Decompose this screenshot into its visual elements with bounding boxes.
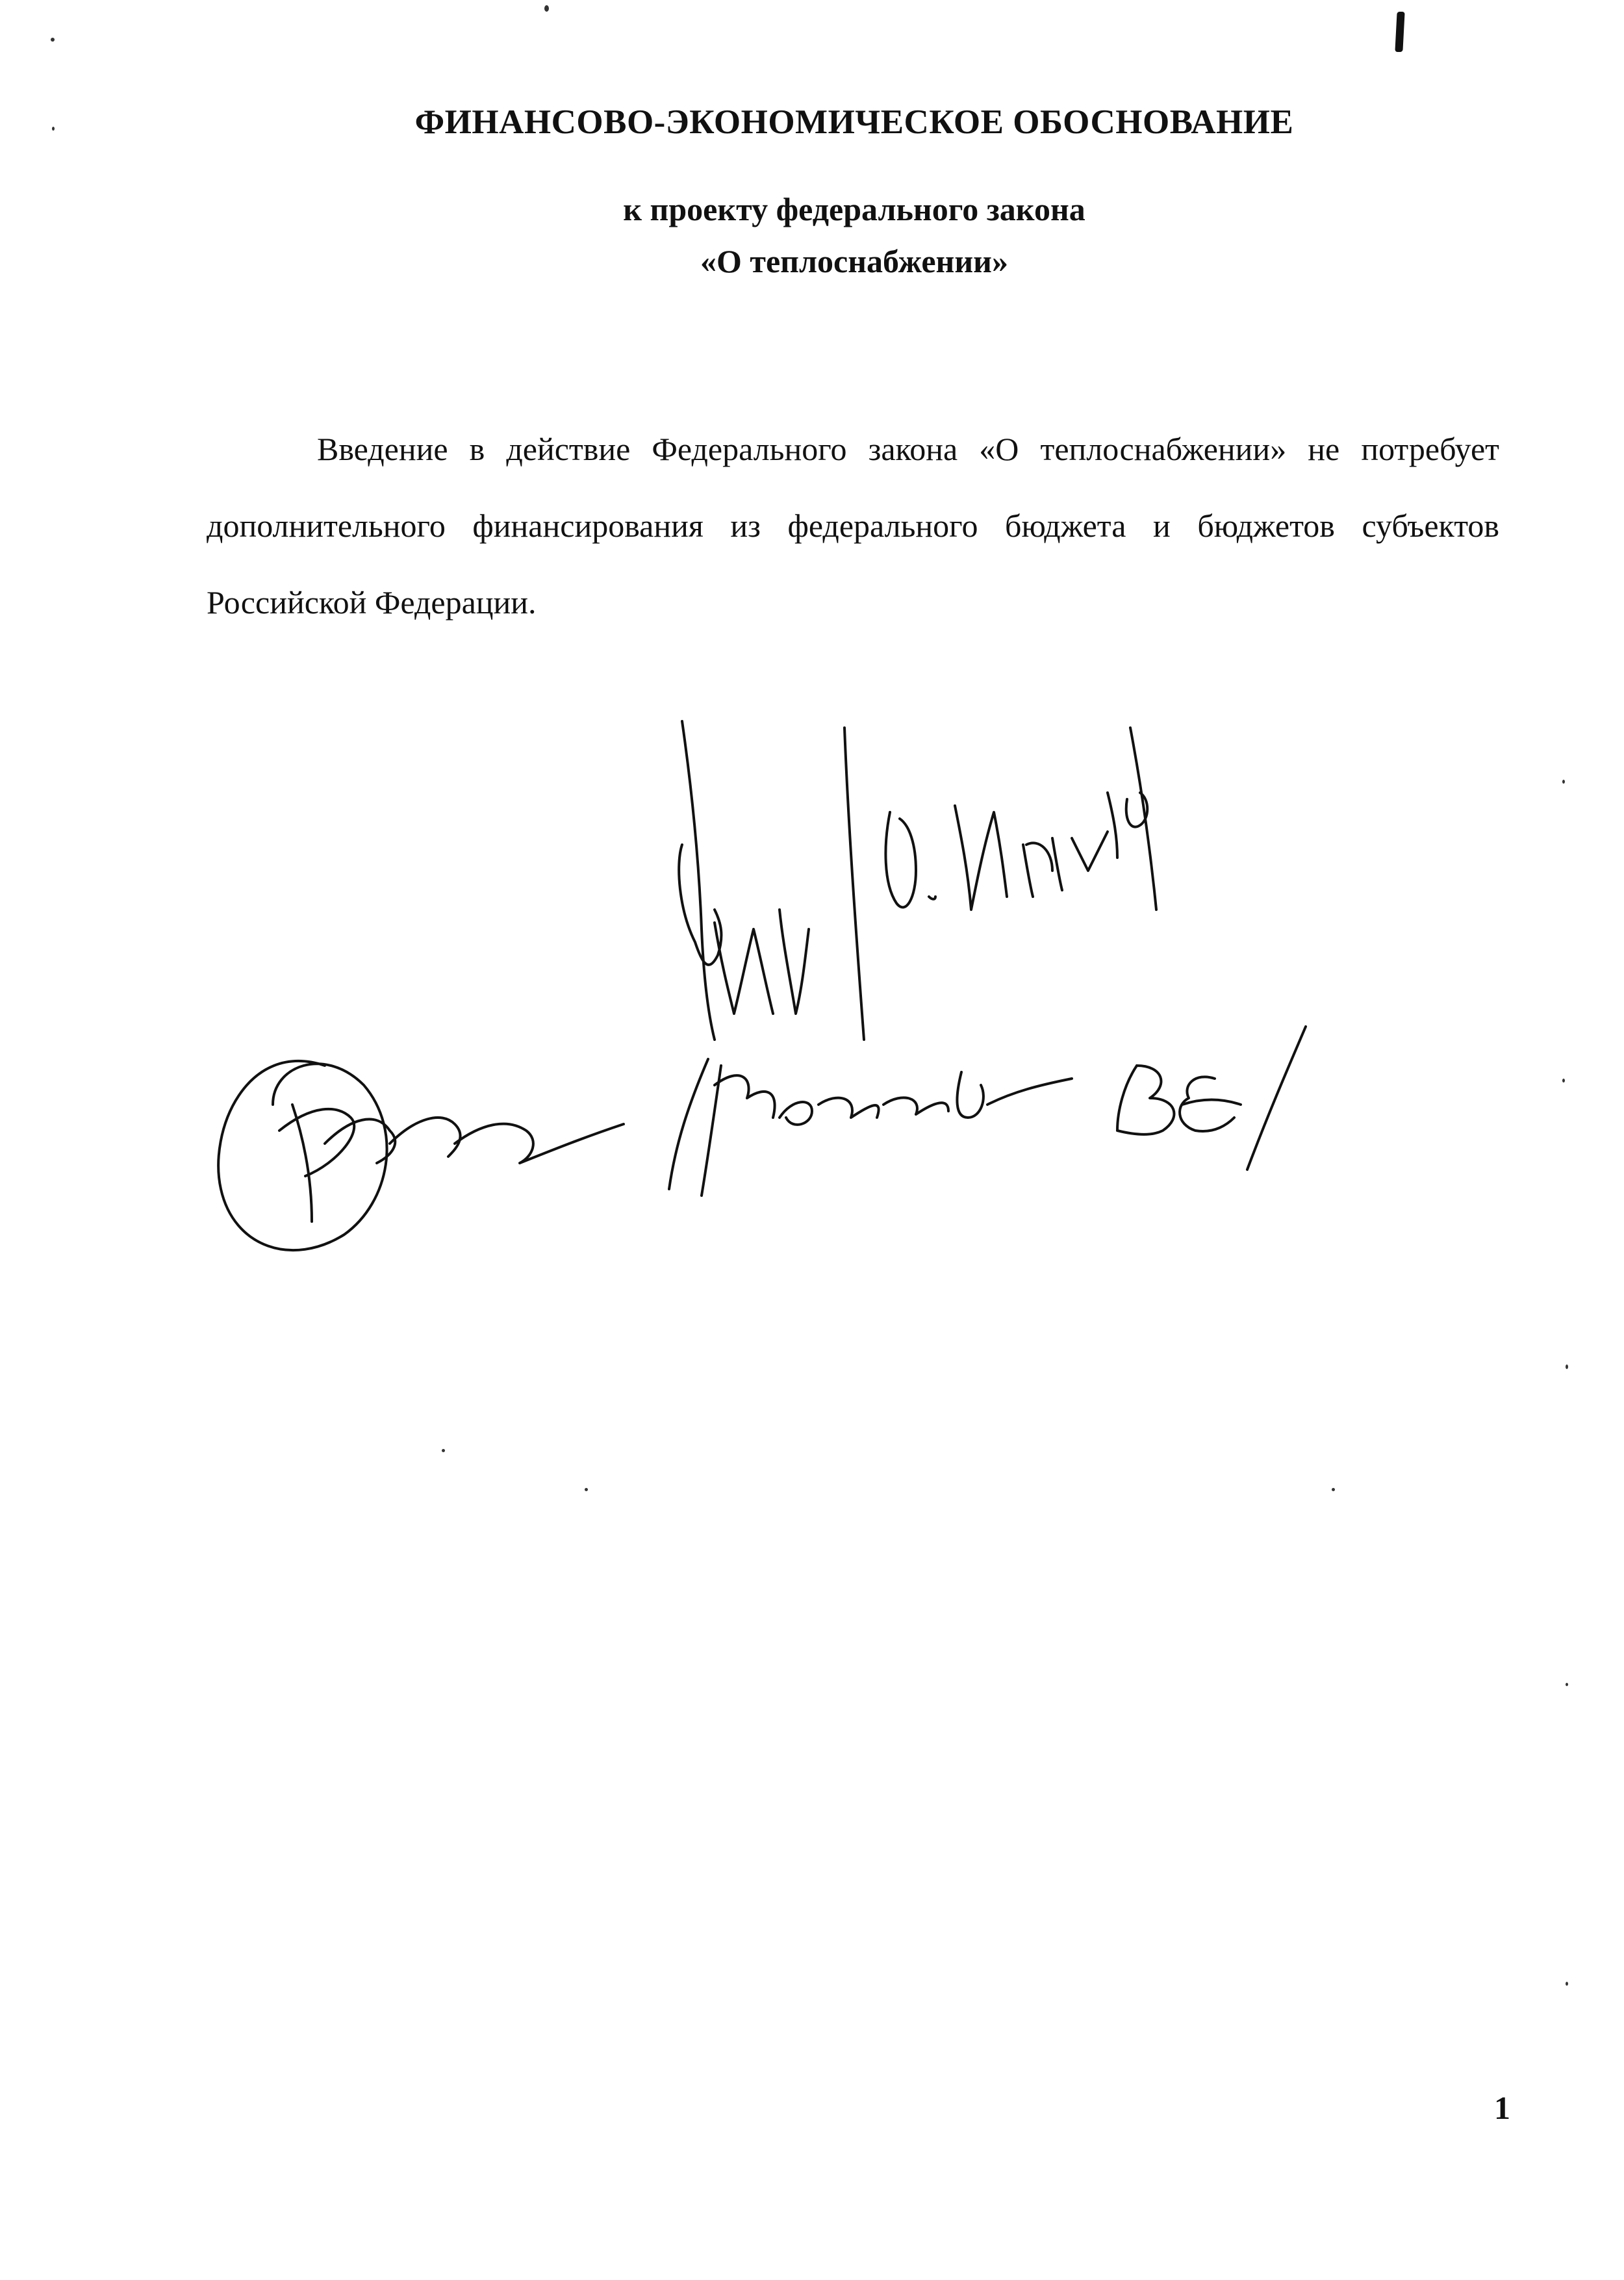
body-paragraph: Введение в действие Федерального закона «О теплоснабжении» не потребует дополнительного финансирования из федерального бюджета и бюджетов субъектов Российской Федерации. <box>207 431 1499 621</box>
scan-speck <box>1332 1488 1335 1491</box>
scan-speck <box>51 38 55 42</box>
page-number: 1 <box>1494 2090 1510 2126</box>
signature-resin <box>218 1027 1306 1250</box>
scan-speck <box>1562 780 1565 784</box>
subtitle-line-2: «О теплоснабжении» <box>700 243 1008 279</box>
scan-speck <box>1566 1982 1568 1986</box>
scan-speck <box>52 127 55 131</box>
scan-speck <box>1566 1683 1568 1686</box>
scan-speck <box>442 1449 445 1452</box>
scan-mark <box>1395 12 1404 52</box>
scan-speck <box>1566 1364 1568 1369</box>
document-subtitle <box>0 183 1624 287</box>
scan-speck <box>544 5 549 12</box>
subtitle-line-1: к проекту федерального закона <box>623 191 1085 227</box>
document-title: ФИНАНСОВО-ЭКОНОМИЧЕСКОЕ ОБОСНОВАНИЕ <box>414 103 1294 141</box>
scan-speck <box>1562 1079 1565 1082</box>
signature-lipatov <box>679 721 1156 1040</box>
scan-speck <box>585 1488 588 1491</box>
